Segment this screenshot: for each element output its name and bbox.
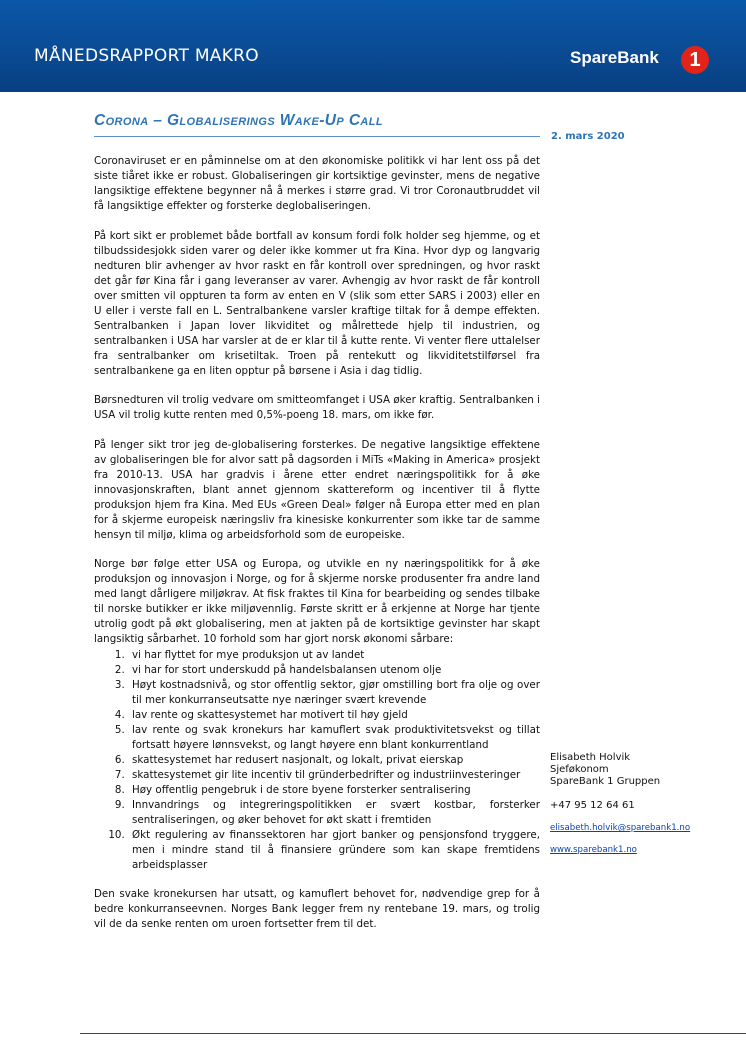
list-item: 6. skattesystemet har redusert nasjonalt, og lokalt, privat eierskap: [128, 753, 540, 768]
contact-org: SpareBank 1 Gruppen: [550, 776, 661, 787]
contact-name: Elisabeth Holvik: [550, 752, 631, 763]
list-item: 4. lav rente og skattesystemet har motivert til høy gjeld: [128, 708, 540, 723]
logo-wordmark: SpareBank: [570, 48, 659, 67]
title-divider: [94, 136, 540, 137]
contact-block: [550, 752, 740, 856]
list-item: 7. skattesystemet gir lite incentiv til gründerbedrifter og industriinvesteringer: [128, 768, 540, 783]
report-title: MÅNEDSRAPPORT MAKRO: [34, 46, 259, 66]
logo-badge-icon: 1: [681, 46, 709, 74]
contact-email-link[interactable]: elisabeth.holvik@sparebank1.no: [550, 823, 691, 833]
article-title: Corona – Globaliserings Wake-Up Call: [94, 112, 384, 129]
closing-paragraph: Den svake kronekursen har utsatt, og kamuflert behovet for, nødvendige grep for å bedre konkurranseevnen. Norges Bank legger frem ny rentebane 19. mars, og trolig vil de da senke renten om uroen fortsetter frem til det.: [94, 888, 540, 930]
contact-phone: +47 95 12 64 61: [550, 800, 635, 811]
paragraph: Børsnedturen vil trolig vedvare om smitteomfanget i USA øker kraftig. Sentralbanken i USA vil trolig kutte renten med 0,5%-poeng 18. mars, om ikke før.: [94, 394, 540, 421]
header-banner: [0, 0, 746, 92]
contact-role: Sjeføkonom: [550, 764, 609, 775]
article-body: [94, 154, 540, 947]
footer-divider: [80, 1033, 746, 1034]
list-item: 10. Økt regulering av finanssektoren har gjort banker og pensjonsfond tryggere, men i mindre stand til å finansiere gründere som kan skape fremtidens arbeidsplasser: [128, 828, 540, 873]
vulnerability-list: [94, 648, 540, 873]
article-date: 2. mars 2020: [551, 131, 625, 142]
list-item: 8. Høy offentlig pengebruk i de store byene forsterker sentralisering: [128, 783, 540, 798]
website-link[interactable]: www.sparebank1.no: [550, 845, 637, 855]
list-item: 1. vi har flyttet for mye produksjon ut av landet: [128, 648, 540, 663]
list-item: 9. Innvandrings og integreringspolitikken er svært kostbar, forsterker sentraliseringen, og øker behovet for økt skatt i fremtiden: [128, 798, 540, 828]
list-item: 2. vi har for stort underskudd på handelsbalansen utenom olje: [128, 663, 540, 678]
paragraph: Coronaviruset er en påminnelse om at den økonomiske politikk vi har lent oss på det siste tiåret ikke er robust. Globaliseringen gir kortsiktige gevinster, mens de negative langsiktige effektene begynner nå å merkes i større grad. Vi tror Coronautbruddet vil få langsiktige effekter og forsterke deglobaliseringen.: [94, 155, 540, 212]
paragraph: Norge bør følge etter USA og Europa, og utvikle en ny næringspolitikk for å øke produksjon og innovasjon i Norge, og for å skjerme norske produsenter fra andre land med langt dårligere miljøkrav. At fisk fraktes til Kina for bearbeiding og sendes tilbake til norske butikker er ikke miljøvennlig. Første skritt er å erkjenne at Norge har tjente utrolig godt på økt globalisering, men at jakten på de kortsiktige gevinster har skapt langsiktig sårbarhet. 10 forhold som har gjort norsk økonomi sårbare:: [94, 558, 540, 645]
list-item: 3. Høyt kostnadsnivå, og stor offentlig sektor, gjør omstilling bort fra olje og over til mer konkurranseutsatte nye næringer svært krevende: [128, 678, 540, 708]
list-item: 5. lav rente og svak kronekurs har kamuflert svak produktivitetsvekst og tillat fortsatt høyere lønnsvekst, og langt høyere enn blant konkurrentland: [128, 723, 540, 753]
paragraph: På lenger sikt tror jeg de-globalisering forsterkes. De negative langsiktige effektene av globaliseringen ble for alvor satt på dagsorden i MiTs «Making in America» prosjekt fra 2010-13. USA har gradvis i årene etter endret næringspolitikk for å øke innovasjonskraften, blant annet gjennom skattereform og incentiver til å flytte produksjon hjem fra Kina. Med EUs «Green Deal» følger nå Europa etter med en plan for å skjerme europeisk næringsliv fra kinesiske konkurrenter som ikke tar de samme hensyn til miljø, klima og arbeidsforhold som de europeiske.: [94, 438, 540, 541]
paragraph: På kort sikt er problemet både bortfall av konsum fordi folk holder seg hjemme, og et tilbudssidesjokk siden varer og deler ikke kommer ut fra Kina. Hvor dyp og langvarig nedturen blir avhenger av hvor raskt en får kontroll over spredningen, og hvor raskt det går før Kina får i gang leveranser av varer. Avhengig av hvor raskt de får kontroll over smitten vil oppturen ta form av enten en V (slik som etter SARS i 2003) eller en U eller i verste fall en L. Sentralbankene varsler kraftige tiltak for å dempe effekten. Sentralbanken i Japan lover likviditet og målrettede hjelp til industrien, og sentralbanken i USA har varsler at de er klar til å kutte rente. Vi venter flere uttalelser fra sentralbanker om krisetiltak. Troen på rentekutt og likviditetstilførsel fra sentralbankene ga en liten opptur på børsene i Asia i dag tidlig.: [94, 229, 540, 377]
